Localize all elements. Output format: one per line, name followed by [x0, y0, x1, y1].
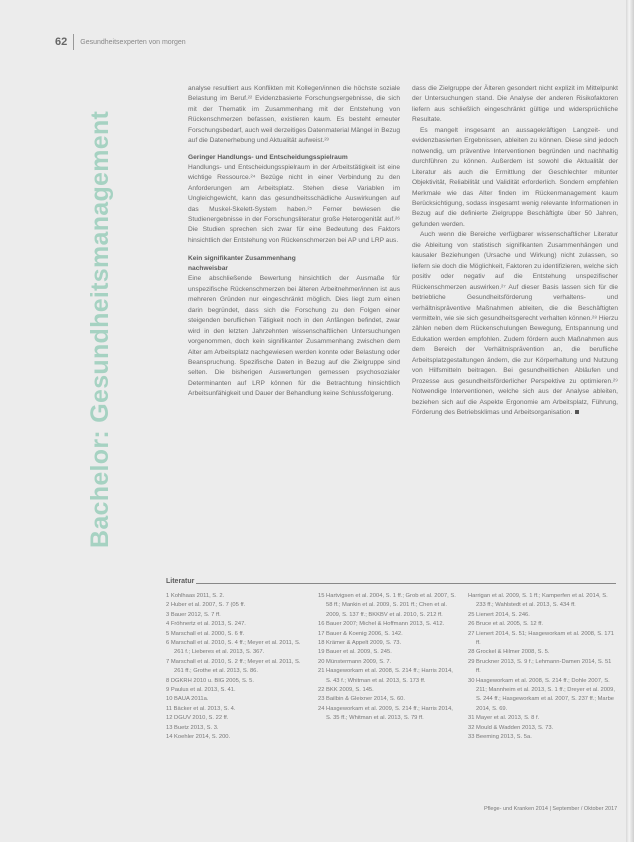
- reference-item: 21 Hasgeworkam et al. 2008, S. 214 ff.; Harris 2014, S. 43 f.; Whitman et al. 2013, S. 173 ff.: [318, 668, 453, 684]
- subheading-line-1: Kein signifikanter Zusammenhang: [188, 255, 296, 263]
- reference-list-col-2: [318, 592, 458, 724]
- reference-item: 20 Münstermann 2009, S. 7.: [318, 658, 392, 665]
- issue-date: September / Oktober 2017: [552, 806, 618, 812]
- reference-item: 9 Paulus et al. 2013, S. 41.: [166, 687, 236, 694]
- literature-divider: [196, 583, 616, 584]
- paragraph: Handlungs- und Entscheidungsspielraum in der Arbeitstätigkeit ist eine wichtige Ressource.²⁴ Bezüge nicht in einer Verbindung zu den Anforderungen am Arbeitsplatz. Stehen diese Variablen im Ungleichgewicht, kann das gesundheitsschädliche Auswirkungen auf das Muskel-Skelett-System haben.²⁵ Ferner bewiesen die Studienergebnisse in der Forschungsliteratur große Heterogenität auf.²⁶ Die Studien sprechen sich zwar für eine Bedeutung des Faktors hinsichtlich der Entstehung von Rückenschmerzen bei AP und LRP aus.: [188, 163, 400, 244]
- reference-item: 2 Huber et al. 2007, S. 7 (05 ff.: [166, 602, 246, 609]
- reference-item: 8 DGKRH 2010 u. BIG 2005, S. 5.: [166, 677, 254, 684]
- running-title: Gesundheitsexperten von morgen: [80, 38, 186, 46]
- reference-item: 10 BAUA 2011a.: [166, 696, 209, 703]
- text-column-left: [188, 84, 400, 400]
- reference-item: 23 Bailbin & Gleixner 2014, S. 60.: [318, 696, 406, 703]
- reference-item: 29 Bruckner 2013, S. 9 f.; Lehmann-Damen 2014, S. 51 ff.: [468, 658, 612, 675]
- literature-heading: Literatur: [166, 578, 195, 585]
- reference-item: 27 Lienert 2014, S. 51; Hasgeworkam et al. 2008, S. 171 ff.: [468, 630, 614, 647]
- paragraph: Es mangelt insgesamt an aussagekräftigen Langzeit- und evidenzbasierten Ergebnissen, ableiten zu können. Diese sind jedoch notwendig, um präventive Interventionen begründen und nachhaltig durchführen zu können. Außerdem ist sowohl die Aktualität der Literatur als auch die Ermittlung der Geschlechter mitunter Objektivität, Reliabilität und Validität erforderlich. Sondern empfehlen Merkmale wie das Alter finden im Rückenmanagement kaum Berücksichtigung, sodass insgesamt wenig relevante Informationen in Bezug auf die definierte Zielgruppe Beschäftigte über 50 Jahren, gefunden werden.: [412, 126, 618, 228]
- reference-list-col-1: [166, 592, 306, 743]
- literature-section: [166, 578, 616, 741]
- reference-item: 5 Marschall et al. 2000, S. 6 ff.: [166, 630, 245, 637]
- journal-name: Pflege- und Kranken 2014: [484, 806, 548, 812]
- text-column-right: [412, 84, 618, 419]
- reference-item: 1 Kohlhaas 2011, S. 2.: [166, 593, 225, 599]
- reference-item: 26 Bruce et al. 2005, S. 12 ff.: [468, 621, 543, 628]
- reference-item: 3 Bauer 2012, S. 7 ff.: [166, 611, 221, 618]
- reference-item: Harrigan et al. 2009, S. 1 ff.; Kamperfen et al. 2014, S. 233 ff.; Wahlstedt et al. 2013, S. 434 ff.: [468, 593, 608, 609]
- reference-item: 6 Marschall et al. 2010, S. 4 ff.; Meyer et al. 2011, S. 261 f.; Lieberes et al. 2013, S. 367.: [166, 640, 301, 656]
- reference-item: 16 Bauer 2007; Michel & Hoffmann 2013, S. 412.: [318, 621, 445, 628]
- footer-separator: |: [549, 806, 553, 812]
- end-of-article-icon: [575, 410, 579, 414]
- reference-item: 33 Beeming 2013, S. 5a.: [468, 734, 532, 741]
- reference-item: 4 Fröhnertz et al. 2013, S. 247.: [166, 621, 246, 628]
- page-edge-shadow: [626, 0, 634, 842]
- page-number: 62: [55, 36, 68, 48]
- reference-item: 11 Bäcker et al. 2013, S. 4.: [166, 705, 236, 712]
- paragraph: dass die Zielgruppe der Älteren gesondert nicht explizit im Mittelpunkt der Untersuchungen stand. Die Analyse der anderen Risikofaktoren liefern aus schließlich eingeschränkt gültige und widersprüchliche Resultate.: [412, 85, 618, 124]
- paragraph: analyse resultiert aus Konflikten mit Kollegen/innen die höchste soziale Belastung im Beruf.²² Evidenzbasierte Forschungsergebnisse, die sich mit der Thematik im Zusammenhang mit der Entstehung von Rückenschmerzen befassen, existieren kaum. Es besteht erneuter Forschungsbedarf, auch weil derzeitiges Datenmaterial Mängel in Bezug auf die Datenerhebung und Aktualität aufweist.²³: [188, 85, 400, 145]
- subheading: [188, 254, 400, 274]
- reference-item: 22 BKK 2009, S. 145.: [318, 687, 374, 694]
- reference-item: 28 Grockel & Hilmer 2008, S. 5.: [468, 649, 550, 656]
- paragraph: [412, 230, 618, 418]
- reference-item: 14 Koehler 2014, S. 200.: [166, 734, 231, 741]
- page-header: [55, 34, 186, 50]
- reference-item: 12 DGUV 2010, S. 22 ff.: [166, 715, 229, 722]
- subheading-line-2: nachweisbar: [188, 265, 228, 273]
- side-section-title: Bachelor: Gesundheitsmanagement: [86, 110, 114, 548]
- reference-item: 7 Marschall et al. 2010, S. 2 ff.; Meyer et al. 2011, S. 261 ff.; Grothe et al. 2013, S. 86.: [166, 658, 301, 675]
- reference-item: 25 Lienert 2014, S. 246.: [468, 611, 530, 618]
- header-divider: [73, 34, 74, 50]
- reference-item: 18 Krämer & Appelt 2009, S. 73.: [318, 640, 402, 647]
- reference-item: 30 Hasgeworkam et al. 2008, S. 214 ff.; Dohle 2007, S. 211; Mannheim et al. 2013, S. 1 ff.; Dreyer et al. 2009, S. 244 ff.; Hasgeworkam et al. 2007, S. 237 ff.; Marbe 2014, S. 69.: [468, 677, 615, 712]
- paragraph: Eine abschließende Bewertung hinsichtlich der Ausmaße für unspezifische Rückenschmerzen bei älteren Arbeitnehmer/innen ist aus mehreren Gründen nur eingeschränkt möglich. Dies liegt zum einen darin begründet, dass sich die Forschung zu den Folgen einer steigenden beruflichen Tätigkeit noch in den Anfängen befindet, zwar wird in den letzten Jahrzehnten wissenschaftlichen Untersuchungen vorgenommen, doch kein signifikanter Zusammenhang zwischen dem Alter am Arbeitsplatz nachgewiesen werden konnte oder Belastung oder Beanspruchung. Spezifische Daten in Bezug auf die Zielgruppe sind selten. Die bisherigen Auswertungen gemessen psychosozialer Determinanten auf LRP können für die Betrachtung hinsichtlich Arbeitsunfähigkeit und Dauer der Behandlung keine Schlussfolgerung.: [188, 275, 400, 398]
- paragraph-text: Auch wenn die Bereiche verfügbarer wissenschaftlicher Literatur die Ableitung von statistisch signifikanten Zusammenhängen und kausaler Beziehungen (Ursache und Wirkung) nicht zulassen, so liefern sie doch die Möglichkeit, Faktoren zu identifizieren, welche sich positiv oder negativ auf die Entstehung unspezifischer Rückenschmerzen auswirken.²⁷ Auf dieser Basis lassen sich für die betriebliche Gesundheitsförderung verhaltens- und verhältnispräventive Maßnahmen ableiten, die die Beschäftigten vermitteln, wie sie sich gesundheitsgerecht verhalten können.²⁸ Hierzu zählen neben dem Rückenschulungen Bewegung, Entspannung und Edukation werden empfohlen. Zudem fördern auch Maßnahmen aus dem Bereich der Verhältnisprävention an, die berufliche Arbeitsplatzgestaltungen ändern, die zur Körperhaltung und Nutzung von Hilfsmitteln beitragen. Bei gesundheitlichen Abläufen und Prozesse aus gesundheitsförderlicher Perspektive zu optimieren.²⁹ Notwendige Interventionen, welche sich aus der Analyse ableiten, beziehen sich auf die Aspekte Ergonomie am Arbeitsplatz, Führung, Förderung des Betriebsklimas und Arbeitsorganisation.: [412, 231, 618, 417]
- reference-item: 19 Bauer et al. 2009, S. 245.: [318, 649, 392, 656]
- reference-item: 15 Hartvigsen et al. 2004, S. 1 ff.; Grob et al. 2007, S. 58 ff.; Mankin et al. 2009, S. 201 ff.; Chen et al. 2009, S. 137 ff.; BKKBV et al. 2010, S. 212 ff.: [318, 593, 456, 618]
- reference-item: 17 Bauer & Koenig 2006, S. 142.: [318, 630, 403, 637]
- reference-item: 13 Buetz 2013, S. 3.: [166, 724, 219, 731]
- reference-item: 24 Hasgeworkam et al. 2009, S. 214 ff.; Harris 2014, S. 35 ff.; Whitman et al. 2013, S. 79 ff.: [318, 705, 453, 722]
- reference-list-col-3: [468, 592, 616, 743]
- reference-item: 32 Mould & Wadden 2013, S. 73.: [468, 724, 554, 731]
- reference-item: 31 Mayer et al. 2013, S. 8 f.: [468, 715, 540, 722]
- subheading: Geringer Handlungs- und Entscheidungsspielraum: [188, 153, 348, 161]
- page-footer: [484, 806, 617, 812]
